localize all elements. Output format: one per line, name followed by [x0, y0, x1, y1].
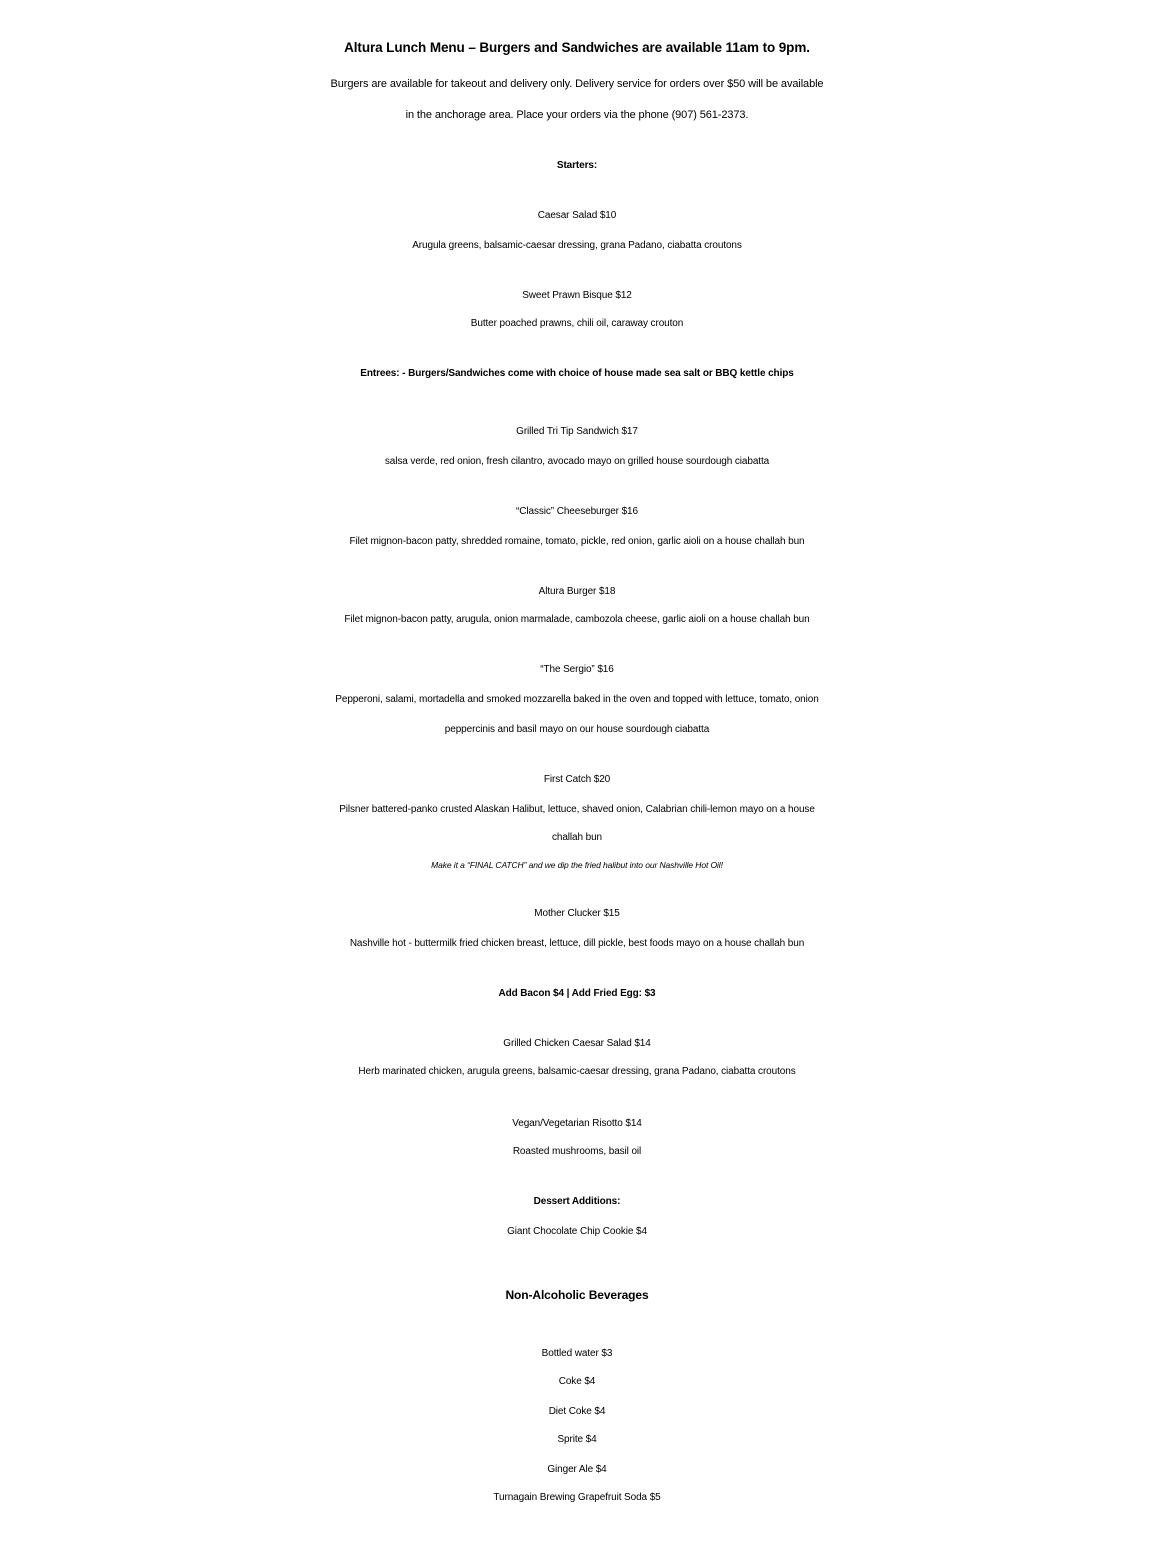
dessert-heading: Dessert Additions: [533, 1196, 621, 1207]
entree-name-mother-clucker: Mother Clucker $15 [534, 908, 620, 919]
addons-line: Add Bacon $4 | Add Fried Egg: $3 [498, 988, 656, 999]
entree-desc-first-catch-line-1: Pilsner battered-panko crusted Alaskan Halibut, lettuce, shaved onion, Calabrian chili-lemon mayo on a house [339, 804, 815, 815]
starter-name-prawn-bisque: Sweet Prawn Bisque $12 [522, 290, 632, 301]
entree-name-altura-burger: Altura Burger $18 [538, 586, 616, 597]
entree-desc-classic-cheeseburger: Filet mignon-bacon patty, shredded romaine, tomato, pickle, red onion, garlic aioli on a house challah bun [349, 536, 805, 547]
entree-name-chicken-caesar: Grilled Chicken Caesar Salad $14 [503, 1038, 651, 1049]
entree-desc-first-catch-line-2: challah bun [551, 832, 603, 843]
entree-name-classic-cheeseburger: “Classic” Cheeseburger $16 [516, 506, 638, 517]
beverage-item: Diet Coke $4 [548, 1406, 606, 1417]
starters-heading: Starters: [556, 160, 598, 171]
entree-name-tri-tip: Grilled Tri Tip Sandwich $17 [516, 426, 638, 437]
entree-desc-altura-burger: Filet mignon-bacon patty, arugula, onion marmalade, cambozola cheese, garlic aioli on a house challah bun [344, 614, 810, 625]
menu-title: Altura Lunch Menu – Burgers and Sandwiches are available 11am to 9pm. [344, 40, 810, 55]
entrees-heading: Entrees: - Burgers/Sandwiches come with choice of house made sea salt or BBQ kettle chips [360, 368, 794, 379]
dessert-item: Giant Chocolate Chip Cookie $4 [507, 1226, 647, 1237]
entree-note-final-catch: Make it a “FINAL CATCH” and we dip the fried halibut into our Nashville Hot Oil! [431, 860, 723, 870]
intro-line-2: in the anchorage area. Place your orders via the phone (907) 561-2373. [405, 109, 749, 121]
entree-desc-tri-tip: salsa verde, red onion, fresh cilantro, avocado mayo on grilled house sourdough ciabatta [384, 456, 770, 467]
beverages-heading: Non-Alcoholic Beverages [505, 1288, 649, 1302]
entree-desc-the-sergio-line-1: Pepperoni, salami, mortadella and smoked mozzarella baked in the oven and topped with lettuce, tomato, onion [335, 694, 819, 705]
beverage-item: Turnagain Brewing Grapefruit Soda $5 [493, 1492, 661, 1503]
entree-desc-risotto: Roasted mushrooms, basil oil [512, 1146, 642, 1157]
starter-desc-caesar-salad: Arugula greens, balsamic-caesar dressing, grana Padano, ciabatta croutons [412, 240, 742, 251]
entree-name-the-sergio: “The Sergio” $16 [540, 664, 614, 675]
beverage-item: Bottled water $3 [541, 1348, 613, 1359]
entree-name-first-catch: First Catch $20 [543, 774, 611, 785]
beverage-item: Sprite $4 [557, 1434, 597, 1445]
entree-name-risotto: Vegan/Vegetarian Risotto $14 [512, 1118, 642, 1129]
beverage-item: Ginger Ale $4 [547, 1464, 607, 1475]
entree-desc-mother-clucker: Nashville hot - buttermilk fried chicken breast, lettuce, dill pickle, best foods mayo on a house challah bun [349, 938, 805, 949]
intro-line-1: Burgers are available for takeout and delivery only. Delivery service for orders over $50 will be available [330, 78, 824, 90]
starter-desc-prawn-bisque: Butter poached prawns, chili oil, caraway crouton [470, 318, 684, 329]
entree-desc-chicken-caesar: Herb marinated chicken, arugula greens, balsamic-caesar dressing, grana Padano, ciabatta croutons [358, 1066, 796, 1077]
entree-desc-the-sergio-line-2: peppercinis and basil mayo on our house sourdough ciabatta [444, 724, 710, 735]
starter-name-caesar-salad: Caesar Salad $10 [537, 210, 617, 221]
beverage-item: Coke $4 [558, 1376, 596, 1387]
